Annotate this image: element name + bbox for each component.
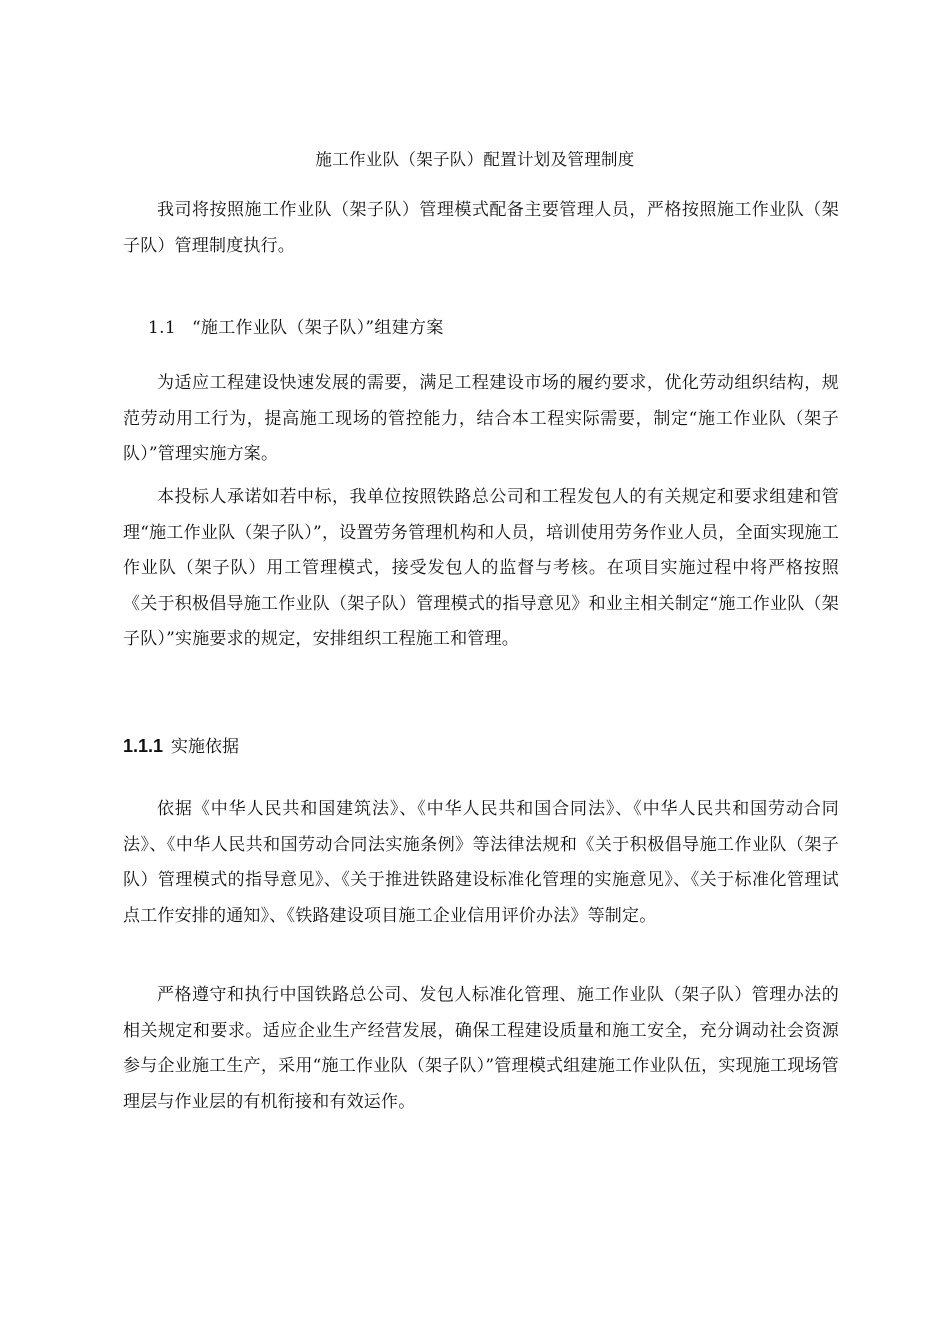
section-1-1-title: “施工作业队（架子队）”组建方案 [191,318,444,338]
section-1-1-1-title: 实施依据 [171,737,240,757]
section-1-1-1-paragraph-2: 严格遵守和执行中国铁路总公司、发包人标准化管理、施工作业队（架子队）管理办法的相关规定和要求。适应企业生产经营发展，确保工程建设质量和施工安全，充分调动社会资源参与企业施工生产，采用“施工作业队（架子队）”管理模式组建施工作业队伍，实现施工现场管理层与作业层的有机衔接和有效运作。 [123,985,839,1112]
section-1-1-number: 1.1 [148,318,176,338]
section-1-1-paragraph-1: 为适应工程建设快速发展的需要，满足工程建设市场的履约要求，优化劳动组织结构，规范劳动用工行为，提高施工现场的管控能力，结合本工程实际需要，制定“施工作业队（架子队）”管理实施方案。 [123,373,839,464]
intro-paragraph: 我司将按照施工作业队（架子队）管理模式配备主要管理人员，严格按照施工作业队（架子队）管理制度执行。 [123,200,839,256]
section-1-1-1-heading [123,732,239,757]
section-1-1-paragraph-2: 本投标人承诺如若中标，我单位按照铁路总公司和工程发包人的有关规定和要求组建和管理“施工作业队（架子队）”，设置劳务管理机构和人员，培训使用劳务作业人员，全面实现施工作业队（架子队）用工管理模式，接受发包人的监督与考核。在项目实施过程中将严格按照《关于积极倡导施工作业队（架子队）管理模式的指导意见》和业主相关制定“施工作业队（架子队）”实施要求的规定，安排组织工程施工和管理。 [123,487,839,649]
document-title: 施工作业队（架子队）配置计划及管理制度 [315,150,635,169]
section-1-1-1-number: 1.1.1 [123,736,164,756]
section-1-1-heading [148,313,444,338]
section-1-1-1-paragraph-1: 依据《中华人民共和国建筑法》、《中华人民共和国合同法》、《中华人民共和国劳动合同法》、《中华人民共和国劳动合同法实施条例》等法律法规和《关于积极倡导施工作业队（架子队）管理模式的指导意见》、《关于推进铁路建设标准化管理的实施意见》、《关于标准化管理试点工作安排的通知》、《铁路建设项目施工企业信用评价办法》等制定。 [123,799,839,926]
